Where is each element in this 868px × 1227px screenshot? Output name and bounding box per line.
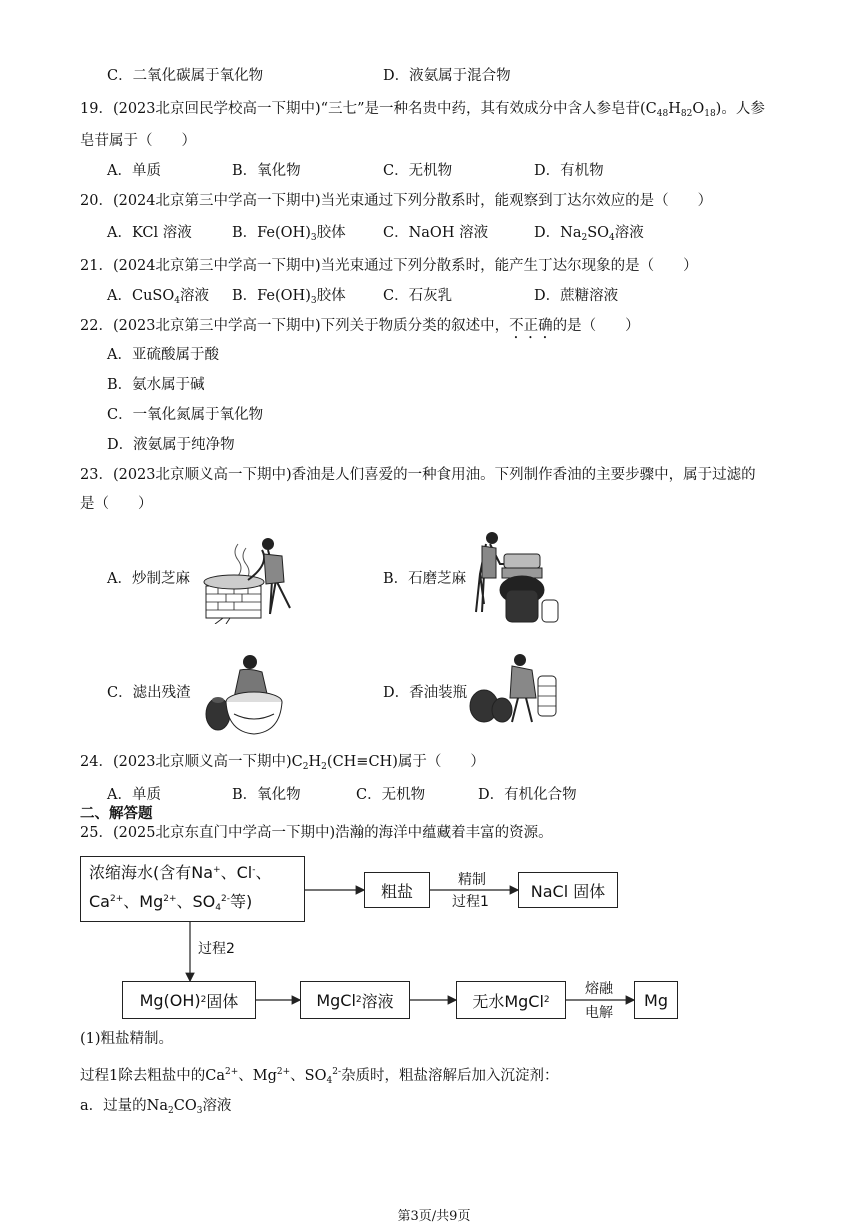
q21-option-b: B．$Fe(OH)_3$胶体	[232, 288, 346, 306]
q22-stem-text: 22．(2023北京第三中学高一下期中)下列关于物质分类的叙述中，	[80, 318, 510, 334]
q24-formula: $C_2H_2(CH\equiv CH)$	[291, 754, 398, 772]
q20-option-c: C．NaOH 溶液	[383, 225, 489, 241]
q24-stem-text: 24．(2023北京顺义高一下期中)	[80, 754, 292, 770]
q18-option-d: D．液氨属于混合物	[383, 68, 511, 84]
q23-option-a: A．炒制芝麻	[107, 571, 190, 587]
seawater-line1: 浓缩海水(含有Na+、Cl-、	[89, 863, 272, 882]
q19-option-a: A．单质	[107, 163, 161, 179]
q24-option-d: D．有机化合物	[478, 787, 577, 803]
refine-label: 精制	[458, 872, 486, 888]
q21-option-a: A．CuSO$_4$溶液	[107, 288, 209, 306]
q23-stem-line2: 是（ ）	[80, 496, 153, 512]
q19-formula: $(C_{48}H_{82}O_{18})$	[640, 101, 722, 119]
q19-option-b: B．氧化物	[232, 163, 301, 179]
q20-stem: 20．(2024北京第三中学高一下期中)当光束通过下列分散系时，能观察到丁达尔效应的是（ ）	[80, 193, 713, 209]
q23-stem: 23．(2023北京顺义高一下期中)香油是人们喜爱的一种食用油。下列制作香油的主要步骤中，属于过滤的	[80, 467, 756, 483]
q25-line3: a．过量的$Na_2CO_3$溶液	[80, 1098, 232, 1116]
q21-option-d: D．蔗糖溶液	[534, 288, 619, 304]
q19-stem-text: 19．(2023北京回民学校高一下期中)“三七”是一种名贵中药，其有效成分中含人参皂苷	[80, 101, 640, 117]
anhydrous-mgcl2-box: 无水MgCl 2	[456, 981, 566, 1019]
mg-box: Mg	[634, 981, 678, 1019]
nacl-solid-box: NaCl 固体	[518, 872, 618, 908]
q22-option-c: C．一氧化氮属于氧化物	[107, 407, 264, 423]
section-heading: 二、解答题	[80, 805, 153, 822]
q24-option-c: C．无机物	[356, 787, 426, 803]
q19-stem-line2: 皂苷属于（ ）	[80, 133, 196, 149]
q23-option-c: C．滤出残渣	[107, 685, 191, 701]
seawater-box	[80, 856, 305, 922]
q19-option-d: D．有机物	[534, 163, 604, 179]
q23-option-b: B．石磨芝麻	[383, 571, 467, 587]
melt-label: 熔融	[585, 981, 613, 997]
seawater-line2: $Ca^{2+}$、$Mg^{2+}$、$SO_4^{2-}$等)	[89, 892, 253, 913]
q23-option-d: D．香油装瓶	[383, 685, 468, 701]
q24-option-b: B．氧化物	[232, 787, 301, 803]
q22-option-b: B．氨水属于碱	[107, 377, 205, 393]
process2-label: 过程2	[198, 941, 235, 957]
q25-line2: 过程1除去粗盐中的$Ca^{2+}$、$Mg^{2+}$、$SO_4^{2-}$杂质时，粗盐溶解后加入沉淀剂：	[80, 1067, 559, 1086]
q24-option-a: A．单质	[107, 787, 161, 803]
q25-stem: 25．(2025北京东直门中学高一下期中)浩瀚的海洋中蕴藏着丰富的资源。	[80, 825, 553, 841]
q19-stem-tail: 。人参	[721, 101, 765, 117]
q20-option-a: A．KCl 溶液	[107, 225, 192, 241]
q22-stem-tail: 的是（ ）	[552, 318, 640, 334]
q24-stem-tail: 属于（ ）	[397, 754, 485, 770]
q21-stem: 21．(2024北京第三中学高一下期中)当光束通过下列分散系时，能产生丁达尔现象的是（ ）	[80, 258, 698, 274]
electrolysis-label: 电解	[585, 1005, 613, 1021]
page-footer: 第3页/共9页	[397, 1209, 471, 1224]
q19-option-c: C．无机物	[383, 163, 453, 179]
q22-option-a: A．亚硫酸属于酸	[107, 347, 219, 363]
q22-option-d: D．液氨属于纯净物	[107, 437, 235, 453]
q25-subquestion-1: (1)粗盐精制。	[80, 1031, 174, 1047]
q20-option-d: D．$Na_2SO_4$溶液	[534, 225, 644, 243]
q18-option-c: C．二氧化碳属于氧化物	[107, 68, 264, 84]
mgcl2-solution-box: MgCl 2 溶液	[300, 981, 410, 1019]
q22-emphasis: 不正确	[509, 318, 553, 334]
q21-option-c: C．石灰乳	[383, 288, 453, 304]
process1-label: 过程1	[452, 894, 489, 910]
mgoh2-solid-box: Mg(OH) 2 固体	[122, 981, 256, 1019]
q20-option-b: B．$Fe(OH)_3$胶体	[232, 225, 346, 243]
crude-salt-box: 粗盐	[364, 872, 430, 908]
